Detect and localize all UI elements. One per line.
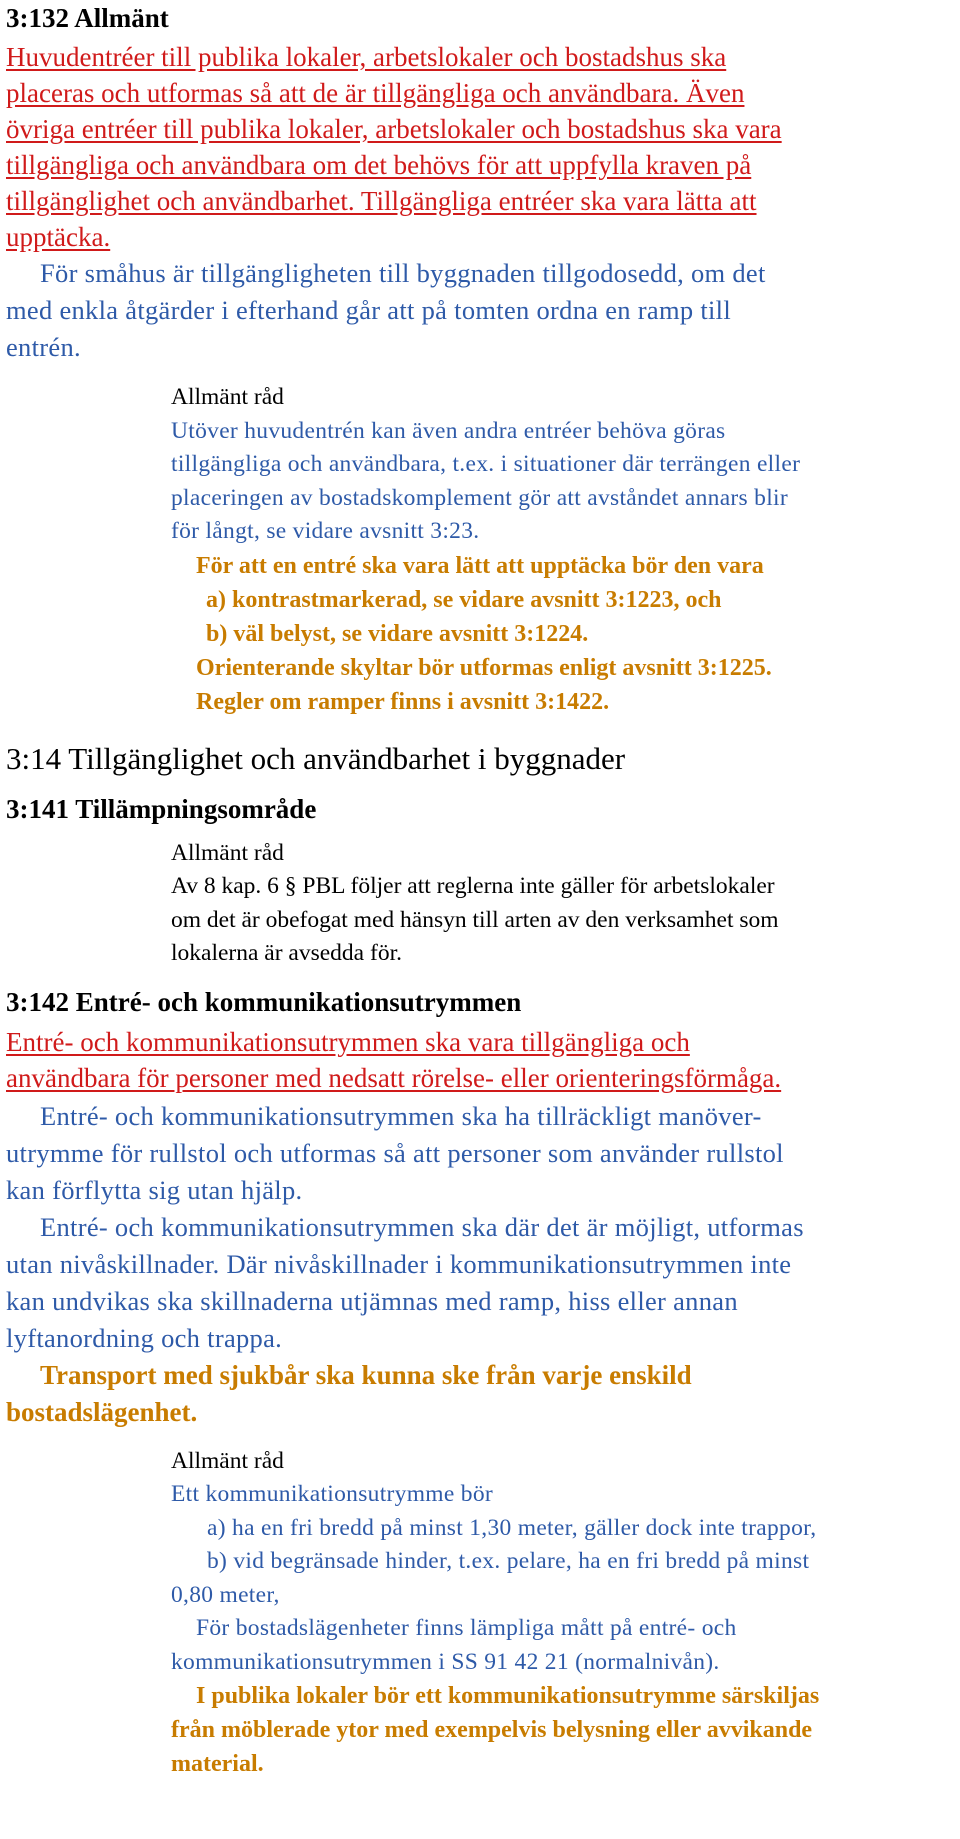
requirement-stretcher-3142: Transport med sjukbår ska kunna ske från varje enskild bostadslägenhet. <box>6 1359 692 1427</box>
section-heading-3142: 3:142 Entré- och kommunikationsutrymmen <box>6 986 522 1017</box>
explanation-text-3132: För småhus är tillgängligheten till byggnaden tillgodosedd, om det med enkla åtgärder i efterhand går att på tomten ordna en ramp till entrén. <box>6 258 766 362</box>
advice-label: Allmänt råd <box>171 1447 284 1474</box>
section-heading-3132: 3:132 Allmänt <box>6 3 169 33</box>
requirement-text-3142: Entré- och kommunikationsutrymmen ska vara tillgängliga och användbara för personer med nedsatt rörelse- eller orienteringsförmåga. <box>6 1026 782 1093</box>
advice-label: Allmänt råd <box>171 839 284 866</box>
advice-recommendation-3142: I publika lokaler bör ett kommunikationsutrymme särskiljas från möblerade ytor med exempelvis belysning eller avvikande material. <box>171 1683 820 1777</box>
advice-recommendation-3132: För att en entré ska vara lätt att upptäcka bör den vara a) kontrastmarkerad, se vidare avsnitt 3:1223, och b) väl belyst, se vidare avsnitt 3:1224. Orienterande skyltar bör utformas enligt avsnitt 3:1225. Regler om ramper finns i avsnitt 3:1422. <box>196 552 772 715</box>
general-advice-3141: Allmänt råd Av 8 kap. 6 § PBL följer att reglerna inte gäller för arbetslokaler om det är obefogat med hänsyn till arten av den verksamhet som lokalerna är avsedda för. <box>171 837 954 971</box>
general-advice-3132: Allmänt råd Utöver huvudentrén kan även andra entréer behöva göras tillgängliga och användbara, t.ex. i situationer där terrängen eller placeringen av bostadskomplement gör att avståndet annars blir för långt, se vidare avsnitt 3:23. För att en entré ska vara lätt att upptäcka bör den vara a) kontrastmarkerad, se vidare avsnitt 3:1223, och b) väl belyst, se vidare avsnitt 3:1224. Orienterande skyltar bör utformas enligt avsnitt 3:1225. Regler om ramper finns i avsnitt 3:1422. <box>171 381 954 719</box>
section-heading-3141: 3:141 Tillämpningsområde <box>6 793 317 824</box>
explanation-text-3142-b: Entré- och kommunikationsutrymmen ska där det är möjligt, utformas utan nivåskillnader. Där nivåskillnader i kommunikationsutrymmen inte kan undvikas ska skillnaderna utjämnas med ramp, hiss eller annan lyftanordning och trappa. <box>6 1211 804 1353</box>
general-advice-3142: Allmänt råd Ett kommunikationsutrymme bör a) ha en fri bredd på minst 1,30 meter, gäller dock inte trappor, b) vid begränsade hinder, t.ex. pelare, ha en fri bredd på minst 0,80 meter, För bostadslägenheter finns lämpliga mått på entré- och kommunikationsutrymmen i SS 91 42 21 (normalnivån). I publika lokaler bör ett kommunikationsutrymme särskiljas från möblerade ytor med exempelvis belysning eller avvikande material. <box>171 1445 954 1782</box>
requirement-text-3132: Huvudentréer till publika lokaler, arbetslokaler och bostadshus ska placeras och utformas så att de är tillgängliga och användbara. Även övriga entréer till publika lokaler, arbetslokaler och bostadshus ska vara tillgängliga och användbara om det behövs för att uppfylla kraven på tillgänglighet och användbarhet. Tillgängliga entréer ska vara lätta att upptäcka. <box>6 42 782 252</box>
document-page <box>6 0 954 1781</box>
chapter-heading-314: 3:14 Tillgänglighet och användbarhet i byggnader <box>6 740 626 776</box>
explanation-text-3142-a: Entré- och kommunikationsutrymmen ska ha tillräckligt manöver- utrymme för rullstol och utformas så att personer som använder rullstol kan förflytta sig utan hjälp. <box>6 1100 784 1205</box>
advice-label: Allmänt råd <box>171 384 284 410</box>
